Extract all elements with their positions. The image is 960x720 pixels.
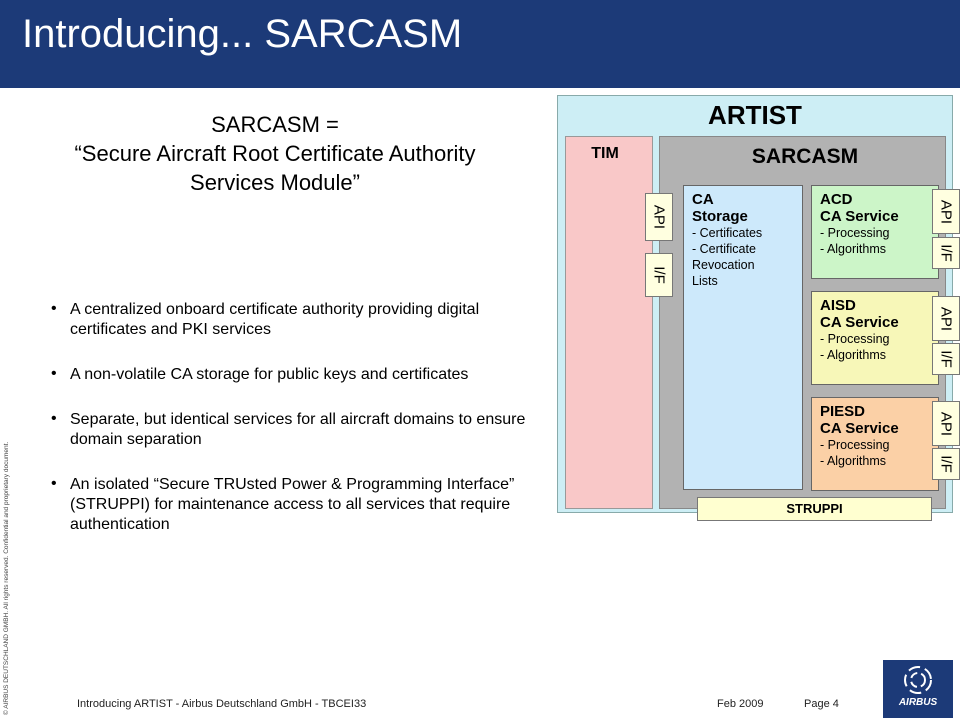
definition-line-1: SARCASM = — [211, 112, 339, 137]
aisd-subtitle: CA Service — [820, 314, 899, 331]
footer-text: Introducing ARTIST - Airbus Deutschland GmbH - TBCEI33 — [77, 698, 367, 710]
artist-label: ARTIST — [708, 100, 802, 130]
feature-item: • A centralized onboard certificate authority providing digital certificates and PKI services — [48, 300, 533, 340]
acd-if-tag — [932, 237, 960, 269]
page-number: Page 4 — [804, 698, 839, 710]
copyright-note — [1, 430, 15, 715]
aisd-item: - Processing — [820, 332, 890, 346]
airbus-swirl-icon — [883, 660, 953, 700]
storage-item: Revocation — [692, 258, 755, 272]
piesd-if-tag — [932, 448, 960, 480]
storage-title-2: Storage — [692, 208, 748, 225]
piesd-ca-service-box — [811, 397, 939, 491]
tim-api-tag — [645, 193, 673, 241]
tim-block — [565, 136, 653, 509]
ca-storage-box — [683, 185, 803, 490]
definition-line-3: Services Module” — [190, 170, 360, 195]
aisd-api-tag — [932, 296, 960, 341]
storage-title-1: CA — [692, 191, 714, 208]
storage-item: - Certificates — [692, 226, 763, 240]
footer-date: Feb 2009 — [717, 698, 764, 710]
storage-item: - Certificate — [692, 242, 756, 256]
airbus-logo-text: AIRBUS — [898, 697, 938, 708]
feature-list — [48, 300, 533, 560]
copyright-text: © AIRBUS DEUTSCHLAND GMBH. All rights reserved. Confidential and proprietary document. — [3, 441, 10, 715]
acd-api-tag — [932, 189, 960, 234]
if-label: I/F — [937, 350, 955, 368]
piesd-item: - Processing — [820, 438, 890, 452]
struppi-interface: STRUPPI — [697, 497, 932, 521]
sarcasm-definition — [10, 110, 540, 197]
api-label: API — [650, 204, 668, 230]
acd-subtitle: CA Service — [820, 208, 899, 225]
feature-item: • A non-volatile CA storage for public keys and certificates — [48, 365, 533, 385]
api-label: API — [937, 199, 955, 224]
if-label: I/F — [650, 266, 668, 284]
page-title: Introducing... SARCASM — [22, 12, 463, 56]
piesd-subtitle: CA Service — [820, 420, 899, 437]
piesd-item: - Algorithms — [820, 454, 886, 468]
feature-item: • Separate, but identical services for all aircraft domains to ensure domain separation — [48, 410, 533, 450]
feature-item: • An isolated “Secure TRUsted Power & Programming Interface” (STRUPPI) for maintenance access to all services that require authentication — [48, 475, 533, 535]
piesd-api-tag — [932, 401, 960, 446]
aisd-title: AISD — [820, 297, 856, 314]
storage-item: Lists — [692, 274, 718, 288]
aisd-if-tag — [932, 343, 960, 375]
definition-line-2: “Secure Aircraft Root Certificate Authority — [74, 141, 476, 166]
acd-ca-service-box — [811, 185, 939, 279]
api-label: API — [937, 411, 955, 436]
aisd-item: - Algorithms — [820, 348, 886, 362]
if-label: I/F — [937, 455, 955, 473]
aisd-ca-service-box — [811, 291, 939, 385]
if-label: I/F — [937, 244, 955, 262]
piesd-title: PIESD — [820, 403, 866, 420]
acd-title: ACD — [820, 191, 853, 208]
api-label: API — [937, 306, 955, 331]
tim-if-tag — [645, 253, 673, 297]
acd-item: - Processing — [820, 226, 890, 240]
sarcasm-label: SARCASM — [751, 145, 859, 168]
acd-item: - Algorithms — [820, 242, 886, 256]
tim-label: TIM — [591, 145, 619, 162]
airbus-logo — [883, 660, 953, 718]
